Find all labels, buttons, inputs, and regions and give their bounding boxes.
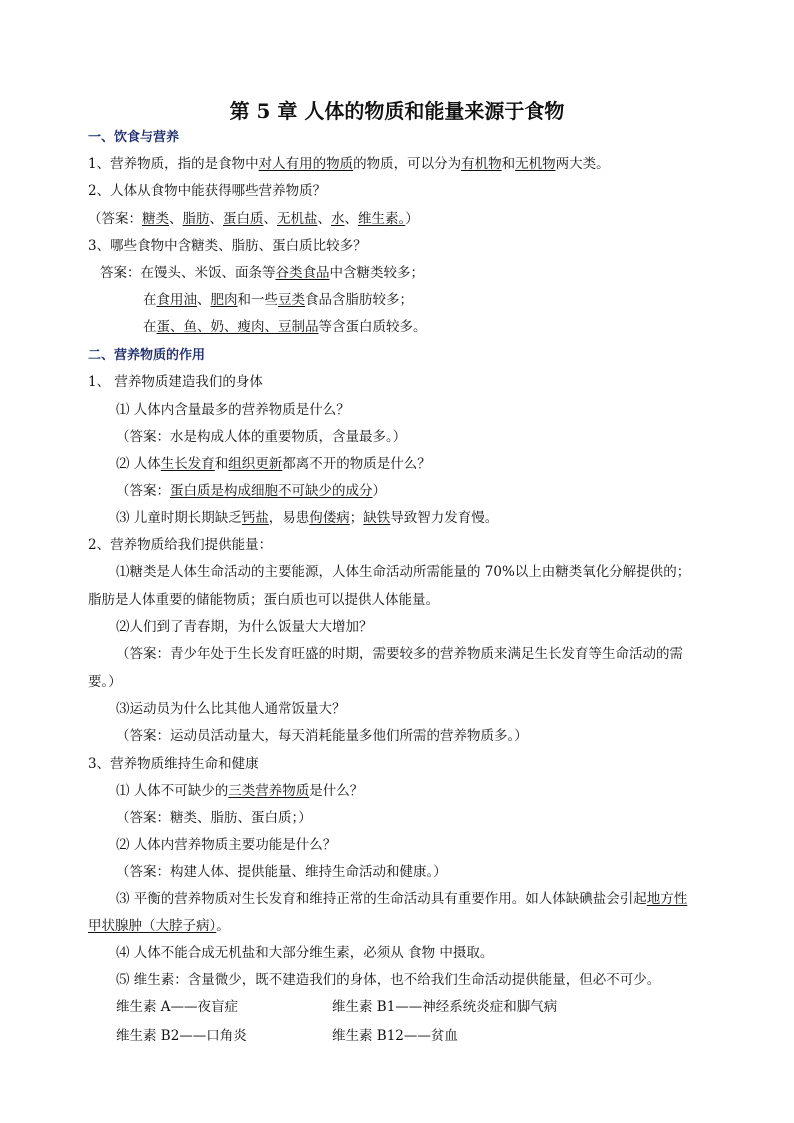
document-line — [116, 618, 373, 636]
document-line — [116, 645, 683, 663]
text-segment: 。 — [216, 918, 230, 934]
document-line — [116, 1027, 247, 1045]
text-segment: 等含蛋白质较多。 — [318, 319, 427, 335]
document-line — [88, 373, 263, 391]
text-segment: （答案：运动员活动量大，每天消耗能量多他们所需的营养物质多。） — [116, 728, 528, 744]
text-segment: ⑷ 人体不能合成无机盐和大部分维生素，必须从 食物 中摄取。 — [116, 945, 494, 961]
text-segment: 脂肪是人体重要的储能物质；蛋白质也可以提供人体能量。 — [88, 592, 439, 608]
underlined-term: 佝偻病 — [309, 510, 350, 526]
text-segment: 、 — [317, 211, 331, 227]
document-line — [116, 836, 336, 854]
text-segment: ） — [372, 483, 386, 499]
section-heading — [88, 346, 205, 365]
text-segment: 的物质，可以分为 — [353, 156, 462, 172]
text-segment: ⑶ 平衡的营养物质对生长发育和维持正常的生命活动具有重要作用。如人体缺碘盐会引起 — [116, 891, 647, 907]
text-segment: 在 — [143, 319, 157, 335]
underlined-term: 组织更新 — [228, 456, 283, 472]
document-line — [116, 428, 406, 446]
text-segment: 维生素 A——夜盲症 — [116, 999, 239, 1015]
text-segment: ⑶ 儿童时期长期缺乏 — [116, 510, 242, 526]
text-segment: 3、营养物质维持生命和健康 — [88, 756, 259, 772]
document-line — [116, 971, 660, 989]
text-segment: 维生素 B1——神经系统炎症和脚气病 — [332, 999, 558, 1015]
document-line — [332, 998, 557, 1016]
text-segment: 都离不开的物质是什么？ — [282, 456, 431, 472]
text-segment: 维生素 B12——贫血 — [332, 1028, 458, 1044]
document-line — [143, 291, 413, 309]
underlined-term: 蛋白质 — [223, 211, 264, 227]
underlined-term: 缺铁 — [363, 510, 391, 526]
document-line — [116, 455, 431, 473]
document-line — [116, 700, 346, 718]
text-segment: 导致智力发育慢。 — [390, 510, 499, 526]
text-segment: 1、 营养物质建造我们的身体 — [88, 374, 263, 390]
text-segment: ⑵人们到了青春期，为什么饭量大大增加？ — [116, 619, 373, 635]
text-segment: 二、营养物质的作用 — [88, 348, 206, 363]
text-segment: 是什么？ — [309, 783, 364, 799]
text-segment: （答案： — [88, 211, 142, 227]
text-segment: 、 — [263, 211, 277, 227]
text-segment: 、 — [197, 292, 211, 308]
document-line — [116, 944, 493, 962]
text-segment: ⑴糖类是人体生命活动的主要能源，人体生命活动所需能量的 70%以上由糖类氧化分解提供的； — [116, 564, 691, 580]
document-line — [88, 917, 230, 935]
document-line — [143, 318, 427, 336]
text-segment: 、 — [169, 211, 183, 227]
text-segment: （答案： — [116, 483, 170, 499]
underlined-term: 脂肪 — [182, 211, 210, 227]
page-title: 第 5 章 人体的物质和能量来源于食物 — [229, 99, 565, 123]
underlined-term: 糖类 — [142, 211, 169, 227]
text-segment: 2、营养物质给我们提供能量： — [88, 537, 273, 553]
document-line — [88, 210, 419, 228]
text-segment: 、 — [209, 211, 223, 227]
document-line — [116, 727, 528, 745]
underlined-term: 钙盐 — [241, 510, 269, 526]
document-line — [88, 155, 610, 173]
underlined-term: 谷类食品 — [275, 265, 330, 281]
underlined-term: 水 — [331, 211, 345, 227]
document-line — [116, 563, 690, 581]
text-segment: ，易患 — [268, 510, 310, 526]
document-line — [88, 591, 439, 609]
document-line — [88, 536, 272, 554]
document-line — [116, 890, 687, 908]
document-line — [88, 237, 367, 255]
text-segment: 和 — [214, 456, 229, 472]
text-segment: 要。） — [88, 674, 122, 690]
underlined-term: 豆类 — [278, 292, 305, 308]
text-segment: 两大类。 — [555, 156, 610, 172]
text-segment: 中含糖类较多； — [329, 265, 424, 281]
underlined-term: 地方性 — [646, 891, 688, 907]
document-line — [88, 182, 326, 200]
document-line — [100, 264, 424, 282]
section-heading — [88, 128, 179, 147]
text-segment: 3、哪些食物中含糖类、脂肪、蛋白质比较多？ — [88, 238, 367, 254]
text-segment: ⑵ 人体 — [116, 456, 161, 472]
text-segment: （答案：构建人体、提供能量、维持生命活动和健康。） — [116, 864, 447, 880]
document-line — [116, 998, 238, 1016]
text-segment: 答案：在馒头、米饭、面条等 — [100, 265, 276, 281]
document-line — [116, 401, 350, 419]
underlined-term: 甲状腺肿（大脖子病） — [88, 918, 217, 934]
underlined-term: 对人有用的物质 — [258, 156, 354, 172]
underlined-term: 三类营养物质 — [228, 783, 310, 799]
document-line — [116, 782, 363, 800]
text-segment: 在 — [143, 292, 157, 308]
text-segment: 2、人体从食物中能获得哪些营养物质？ — [88, 183, 327, 199]
text-segment: 食品含脂肪较多； — [305, 292, 413, 308]
text-segment: ⑸ 维生素：含量微少，既不建造我们的身体，也不给我们生命活动提供能量，但必不可少。 — [116, 972, 661, 988]
document-line — [116, 809, 312, 827]
text-segment: 和 — [501, 156, 516, 172]
document-line — [116, 509, 498, 527]
text-segment: （答案：糖类、脂肪、蛋白质；） — [116, 810, 312, 826]
underlined-term: 有机物 — [461, 156, 502, 172]
underlined-term: 蛋白质是构成细胞不可缺少的成分 — [170, 483, 373, 499]
text-segment: ） — [405, 211, 419, 227]
text-segment: 1、营养物质，指的是食物中 — [88, 156, 259, 172]
text-segment: 、 — [344, 211, 358, 227]
text-segment: 维生素 B2——口角炎 — [116, 1028, 247, 1044]
text-segment: （答案：青少年处于生长发育旺盛的时期，需要较多的营养物质来满足生长发育等生命活动的需 — [116, 646, 683, 662]
underlined-term: 生长发育 — [160, 456, 215, 472]
document-line — [88, 755, 259, 773]
underlined-term: 食用油 — [156, 292, 197, 308]
underlined-term: 无机盐 — [277, 211, 318, 227]
text-segment: 一、饮食与营养 — [88, 130, 180, 145]
text-segment: ⑶运动员为什么比其他人通常饭量大？ — [116, 701, 346, 717]
document-line — [116, 482, 386, 500]
underlined-term: 维生素。 — [358, 211, 406, 227]
document-line — [116, 863, 447, 881]
text-segment: ⑴ 人体内含量最多的营养物质是什么？ — [116, 402, 350, 418]
text-segment: ； — [349, 510, 364, 526]
document-line — [88, 673, 122, 691]
underlined-term: 蛋、鱼、奶、瘦肉、豆制品 — [156, 319, 319, 335]
underlined-term: 肥肉 — [210, 292, 238, 308]
underlined-term: 无机物 — [515, 156, 556, 172]
text-segment: ⑵ 人体内营养物质主要功能是什么？ — [116, 837, 337, 853]
text-segment: （答案：水是构成人体的重要物质，含量最多。） — [116, 429, 407, 445]
document-line — [332, 1027, 458, 1045]
text-segment: 和一些 — [237, 292, 278, 308]
text-segment: ⑴ 人体不可缺少的 — [116, 783, 229, 799]
